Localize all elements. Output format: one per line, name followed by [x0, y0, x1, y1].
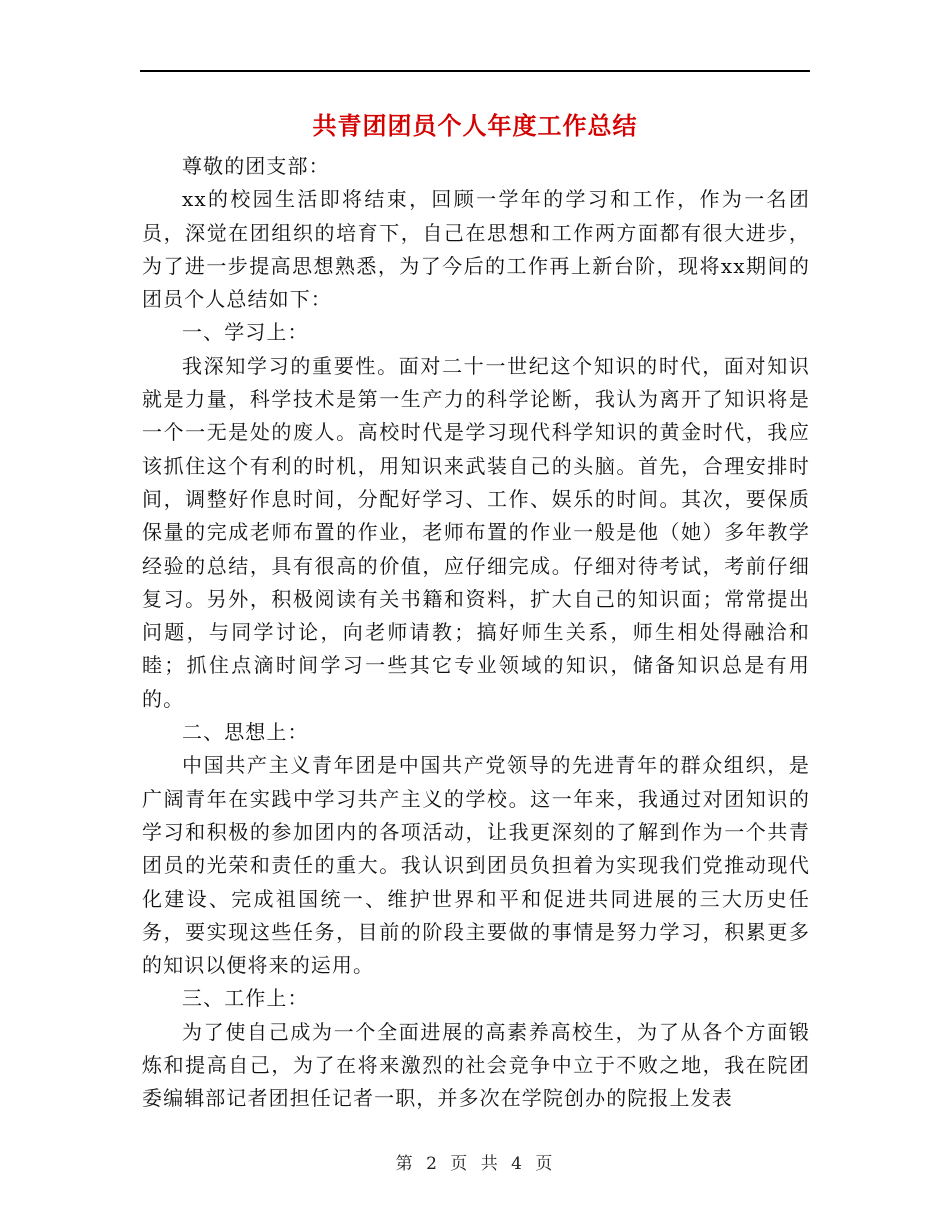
- footer-total-unit: 页: [535, 1154, 555, 1174]
- footer-page-number: 2: [426, 1154, 439, 1174]
- thought-paragraph: 中国共产主义青年团是中国共产党领导的先进青年的群众组织，是广阔青年在实践中学习共产主义的学校。这一年来，我通过对团知识的学习和积极的参加团内的各项活动，让我更深刻的了解到作为一个共青团员的光荣和责任的重大。我认识到团员负担着为实现我们党推动现代化建设、完成祖国统一、维护世界和平和促进共同进展的三大历史任务，要实现这些任务，目前的阶段主要做的事情是努力学习，积累更多的知识以便将来的运用。: [142, 753, 810, 978]
- section-heading-work: 三、工作上：: [182, 986, 309, 1011]
- page-footer: [0, 1153, 950, 1175]
- footer-page-label: 第: [395, 1154, 415, 1174]
- document-body: [142, 150, 810, 1116]
- document-title: 共青团团员个人年度工作总结: [312, 111, 638, 140]
- work-paragraph: 为了使自己成为一个全面进展的高素养高校生，为了从各个方面锻炼和提高自己，为了在将来激烈的社会竞争中立于不败之地，我在院团委编辑部记者团担任记者一职，并多次在学院创办的院报上发表: [142, 1019, 810, 1111]
- footer-total-pages: 4: [511, 1154, 524, 1174]
- footer-page-unit: 页: [450, 1154, 470, 1174]
- intro-paragraph: xx的校园生活即将结束，回顾一学年的学习和工作，作为一名团员，深觉在团组织的培育下，自己在思想和工作两方面都有很大进步，为了进一步提高思想熟悉，为了今后的工作再上新台阶，现将xx期间的团员个人总结如下：: [142, 187, 810, 312]
- section-heading-study: 一、学习上：: [182, 320, 309, 345]
- study-paragraph: 我深知学习的重要性。面对二十一世纪这个知识的时代，面对知识就是力量，科学技术是第一生产力的科学论断，我认为离开了知识将是一个一无是处的废人。高校时代是学习现代科学知识的黄金时代，我应该抓住这个有利的时机，用知识来武装自己的头脑。首先，合理安排时间，调整好作息时间，分配好学习、工作、娱乐的时间。其次，要保质保量的完成老师布置的作业，老师布置的作业一般是他（她）多年教学经验的总结，具有很高的价值，应仔细完成。仔细对待考试，考前仔细复习。另外，积极阅读有关书籍和资料，扩大自己的知识面；常常提出问题，与同学讨论，向老师请教；搞好师生关系，师生相处得融洽和睦；抓住点滴时间学习一些其它专业领域的知识，储备知识总是有用的。: [142, 353, 810, 711]
- header-rule: [140, 70, 810, 72]
- salutation: 尊敬的团支部：: [182, 154, 330, 178]
- footer-total-label: 共: [480, 1154, 500, 1174]
- section-heading-thought: 二、思想上：: [182, 720, 309, 745]
